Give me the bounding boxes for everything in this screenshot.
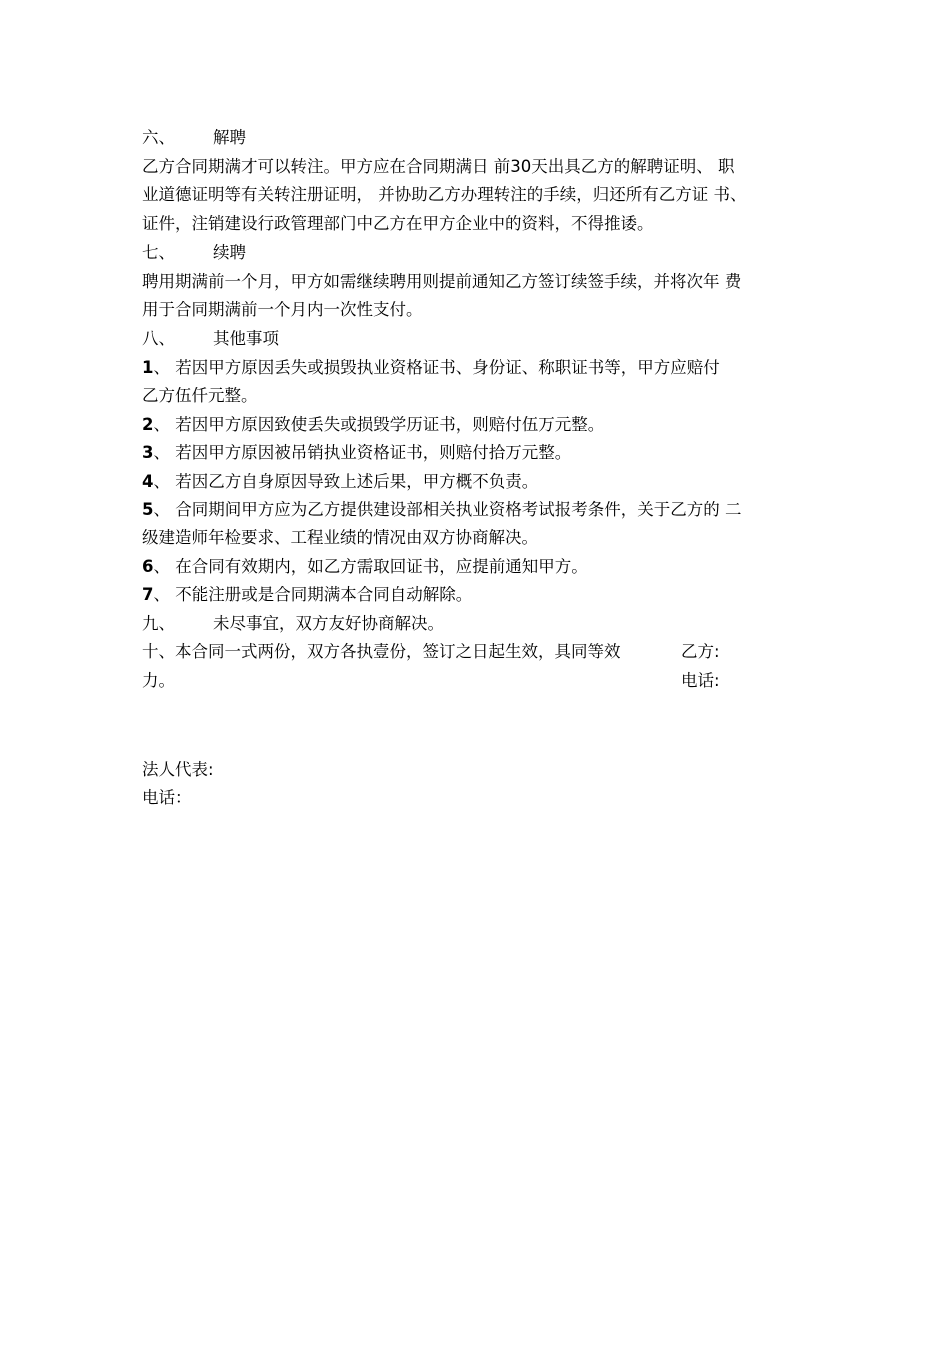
section-6-number: 六、 <box>142 128 175 147</box>
item-index: 7 <box>142 585 154 604</box>
section-6-heading <box>142 128 246 148</box>
section-7-line-1: 聘用期满前一个月，甲方如需继续聘用则提前通知乙方签订续签手续，并将次年 费 <box>142 272 742 291</box>
section-6-title: 解聘 <box>213 128 246 147</box>
section-6-line-3: 证件，注销建设行政管理部门中乙方在甲方企业中的资料，不得推诿。 <box>142 214 654 233</box>
section-8-item-2 <box>142 415 604 435</box>
section-6-line-2: 业道德证明等有关转注册证明， 并协助乙方办理转注的手续，归还所有乙方证 书、 <box>142 185 747 204</box>
item-text: 、 若因乙方自身原因导致上述后果，甲方概不负责。 <box>153 472 539 491</box>
item-index: 3 <box>142 443 154 462</box>
section-10-line-1: 十、本合同一式两份，双方各执壹份，签订之日起生效，具同等效 <box>142 642 621 661</box>
item-index: 2 <box>142 415 154 434</box>
item-index: 6 <box>142 557 154 576</box>
section-8-number: 八、 <box>142 329 175 348</box>
item-text: 、 若因甲方原因致使丢失或损毁学历证书，则赔付伍万元整。 <box>153 415 605 434</box>
item-text: 、 合同期间甲方应为乙方提供建设部相关执业资格考试报考条件，关于乙方的 二 <box>153 500 742 519</box>
section-9-number: 九、 <box>142 614 175 633</box>
section-7-number: 七、 <box>142 243 175 262</box>
item-index: 4 <box>142 472 154 491</box>
section-9-text: 未尽事宜，双方友好协商解决。 <box>213 614 444 633</box>
party-b-label: 乙方: <box>681 642 720 661</box>
section-8-item-1 <box>142 358 720 378</box>
party-a-phone-label: 电话： <box>142 788 192 807</box>
item-index: 5 <box>142 500 154 519</box>
section-8-heading <box>142 329 279 349</box>
item-text: 、 在合同有效期内，如乙方需取回证书，应提前通知甲方。 <box>153 557 588 576</box>
item-text: 、 若因甲方原因被吊销执业资格证书，则赔付拾万元整。 <box>153 443 572 462</box>
item-text: 、 若因甲方原因丢失或损毁执业资格证书、身份证、称职证书等，甲方应赔付 <box>153 358 720 377</box>
section-7-title: 续聘 <box>213 243 246 262</box>
section-9 <box>142 614 444 634</box>
item-text: 乙方伍仟元整。 <box>142 386 258 405</box>
section-10-line-2: 力。 <box>142 671 175 690</box>
section-8-item-1-cont <box>142 386 258 406</box>
section-8-item-5 <box>142 500 741 520</box>
section-7-line-2: 用于合同期满前一个月内一次性支付。 <box>142 300 423 319</box>
section-8-item-5-cont <box>142 528 538 548</box>
party-b-phone-label: 电话: <box>681 671 720 690</box>
section-6-line-1: 乙方合同期满才可以转注。甲方应在合同期满日 前30天出具乙方的解聘证明、 职 <box>142 157 735 176</box>
section-8-item-3 <box>142 443 571 463</box>
section-7-heading <box>142 243 246 263</box>
section-8-item-7 <box>142 585 472 605</box>
section-8-item-4 <box>142 472 538 492</box>
section-8-title: 其他事项 <box>213 329 279 348</box>
item-index: 1 <box>142 358 154 377</box>
item-text: 、 不能注册或是合同期满本合同自动解除。 <box>153 585 473 604</box>
legal-representative-label: 法人代表: <box>142 760 214 779</box>
section-8-item-6 <box>142 557 588 577</box>
item-text: 级建造师年检要求、工程业绩的情况由双方协商解决。 <box>142 528 538 547</box>
